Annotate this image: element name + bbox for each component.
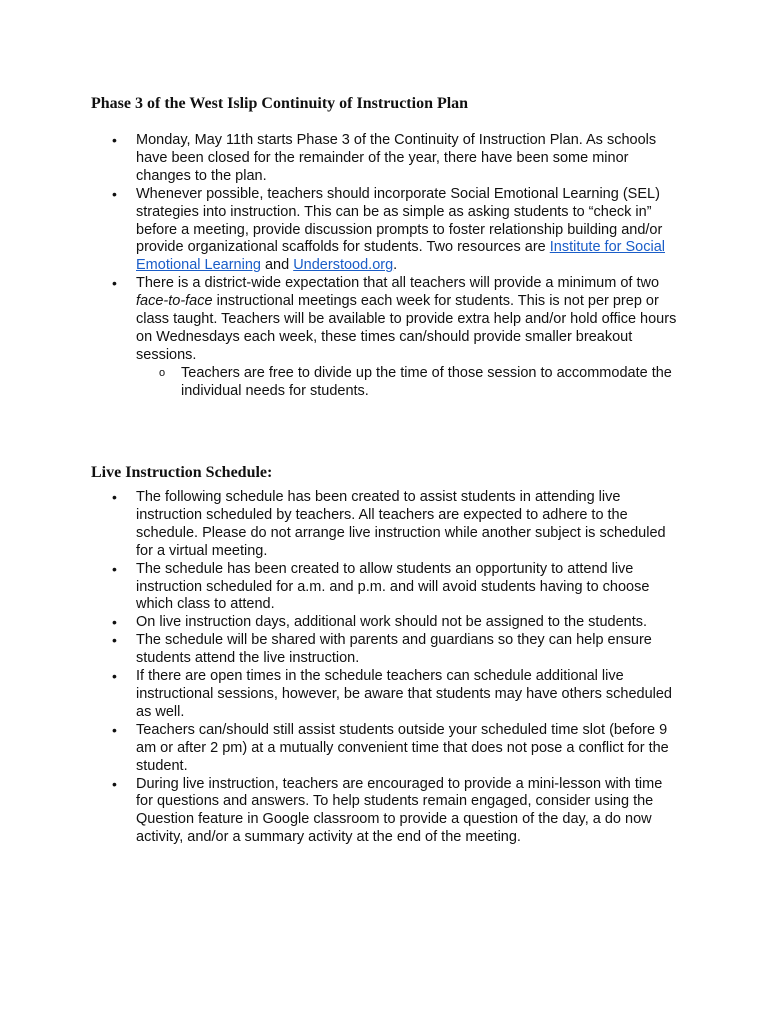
list-item bbox=[0, 776, 681, 848]
list-item-text: There is a district-wide expectation that all teachers will provide a minimum of two bbox=[136, 275, 660, 292]
live-instruction-list bbox=[0, 489, 768, 847]
bullet-icon: • bbox=[112, 275, 117, 292]
list-item bbox=[0, 561, 681, 615]
section-heading-live-instruction: Live Instruction Schedule: bbox=[91, 464, 273, 481]
emphasis-text: face-to-face bbox=[136, 293, 213, 310]
period-text: . bbox=[393, 257, 398, 274]
list-item-text: Teachers can/should still assist students outside your scheduled time slot (before 9 am or after 2 pm) at a mutually convenient time that does not pose a conflict for the student. bbox=[136, 721, 669, 774]
list-item bbox=[0, 614, 681, 632]
bullet-icon: • bbox=[112, 775, 117, 792]
section-heading-continuity-plan: Phase 3 of the West Islip Continuity of Instruction Plan bbox=[91, 95, 469, 112]
list-item bbox=[0, 668, 681, 722]
bullet-icon: • bbox=[112, 185, 117, 202]
sel-institute-link[interactable]: Institute for Social Emotional Learning bbox=[136, 239, 665, 274]
understood-org-link[interactable]: Understood.org bbox=[293, 257, 394, 274]
continuity-plan-list bbox=[0, 132, 768, 401]
sub-list bbox=[136, 365, 681, 401]
list-item-text: On live instruction days, additional work should not be assigned to the students. bbox=[136, 614, 648, 631]
list-item bbox=[0, 275, 681, 400]
list-item-text: During live instruction, teachers are encouraged to provide a mini-lesson with time for questions and answers. To help students remain engaged, consider using the Question feature in Google classroom to provide a question of the day, a do now activity, and/or a summary activity at the end of the meeting. bbox=[136, 775, 663, 846]
list-item bbox=[0, 632, 681, 668]
list-item-text: The schedule has been created to allow students an opportunity to attend live instruction scheduled for a.m. and p.m. and will avoid students having to choose which class to attend. bbox=[136, 560, 650, 613]
list-item-text: Monday, May 11th starts Phase 3 of the Continuity of Instruction Plan. As schools have been closed for the remainder of the year, there have been some minor changes to the plan. bbox=[136, 132, 657, 184]
sub-list-item-text: Teachers are free to divide up the time of those session to accommodate the individual needs for students. bbox=[181, 364, 672, 399]
list-item bbox=[0, 186, 681, 276]
sub-bullet-icon: o bbox=[159, 366, 166, 379]
bullet-icon: • bbox=[112, 489, 117, 505]
bullet-icon: • bbox=[112, 632, 117, 649]
list-item-text: If there are open times in the schedule teachers can schedule additional live instructional sessions, however, be aware that students may have others scheduled as well. bbox=[136, 668, 672, 720]
list-item bbox=[0, 132, 681, 186]
list-item bbox=[0, 722, 681, 776]
bullet-icon: • bbox=[112, 721, 117, 738]
list-item-text: The schedule will be shared with parents and guardians so they can help ensure students attend the live instruction. bbox=[136, 632, 652, 667]
list-item-text: The following schedule has been created to assist students in attending live instruction scheduled by teachers. All teachers are expected to adhere to the schedule. Please do not arrange live instruction while another subject is scheduled for a virtual meeting. bbox=[136, 489, 666, 559]
bullet-icon: • bbox=[112, 132, 117, 148]
bullet-icon: • bbox=[112, 668, 117, 685]
sub-list-item bbox=[159, 364, 681, 401]
list-item-text: Whenever possible, teachers should incorporate Social Emotional Learning (SEL) strategies into instruction. This can be as simple as asking students to “check in” before a meeting, provide discussion prompts to foster relationship building and/or provide organizational scaffolds for students. Two resources are bbox=[136, 185, 663, 256]
conjunction-text: and bbox=[260, 257, 294, 274]
bullet-icon: • bbox=[112, 614, 117, 631]
list-item bbox=[0, 489, 681, 561]
list-item-text: instructional meetings each week for students. This is not per prep or class taught. Teachers will be available to provide extra help and/or hold office hours on Wednesdays each week, these times can/should provide smaller breakout sessions. bbox=[136, 293, 677, 363]
bullet-icon: • bbox=[112, 560, 117, 577]
